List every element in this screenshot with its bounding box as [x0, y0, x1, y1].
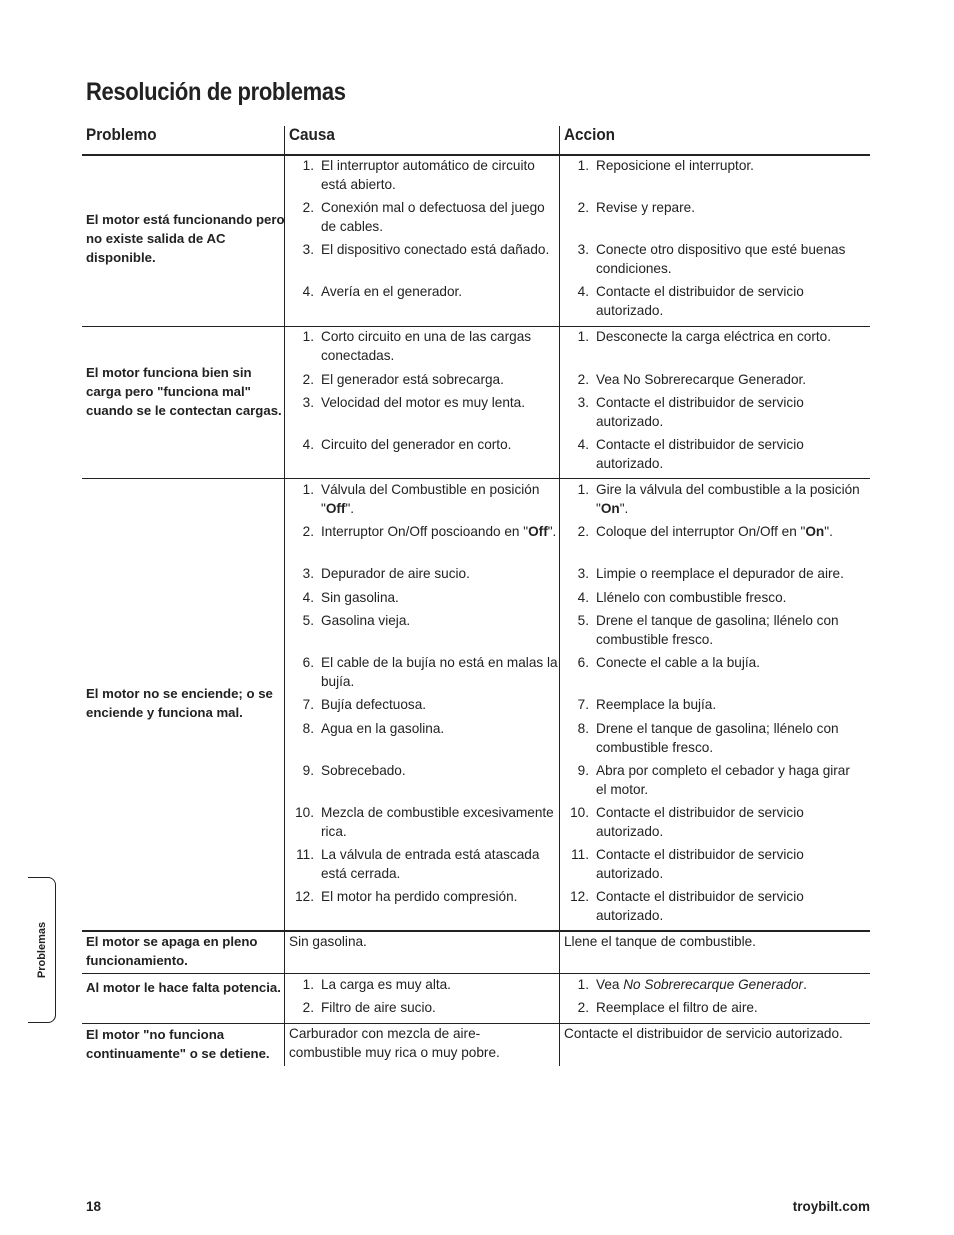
cause-cell: Carburador con mezcla de aire-combustible muy rica o muy pobre. — [289, 1026, 500, 1060]
cause-cell: Sin gasolina. — [289, 934, 367, 949]
column-divider-1 — [284, 126, 285, 1066]
cause-item: 3. Velocidad del motor es muy lenta. — [302, 395, 526, 410]
cause-item: 9. Sobrecebado. — [302, 763, 406, 778]
action-item: 4. Llénelo con combustible fresco. — [577, 590, 787, 605]
cause-item: 12. El motor ha perdido compresión. — [295, 889, 518, 904]
cause-item: 1. Corto circuito en una de las cargas conectadas. — [302, 329, 532, 363]
action-item: 2. Vea No Sobrerecarque Generador. — [577, 372, 807, 387]
cause-item: 11. La válvula de entrada está atascada está cerrada. — [296, 847, 540, 881]
cause-item: 4. Avería en el generador. — [302, 284, 463, 299]
action-item: 10. Contacte el distribuidor de servicio autorizado. — [570, 805, 804, 839]
cause-item: 5. Gasolina vieja. — [302, 613, 411, 628]
action-item: 4. Contacte el distribuidor de servicio autorizado. — [577, 284, 804, 318]
cause-item: 4. Circuito del generador en corto. — [302, 437, 512, 452]
action-item: 6. Conecte el cable a la bujía. — [577, 655, 760, 670]
action-item: 1. Reposicione el interruptor. — [577, 158, 754, 173]
cause-item: 2. Conexión mal o defectuosa del juego de cables. — [302, 200, 545, 234]
action-item: 2. Coloque del interruptor On/Off en "On". — [577, 524, 833, 539]
action-item: 8. Drene el tanque de gasolina; llénelo con combustible fresco. — [577, 721, 839, 755]
website-url: troybilt.com — [792, 1199, 870, 1214]
cause-item: 4. Sin gasolina. — [302, 590, 399, 605]
cause-item: 8. Agua en la gasolina. — [302, 721, 445, 736]
cause-item: 3. Depurador de aire sucio. — [302, 566, 470, 581]
problem-cell: El motor funciona bien sin carga pero "funciona mal" cuando se le contectan cargas. — [86, 365, 282, 418]
action-cell: Contacte el distribuidor de servicio autorizado. — [564, 1026, 843, 1041]
action-item: 11. Contacte el distribuidor de servicio autorizado. — [571, 847, 804, 881]
header-rule — [82, 154, 870, 156]
problem-cell: Al motor le hace falta potencia. — [86, 980, 281, 995]
header-action: Accion — [564, 125, 616, 144]
cause-item: 1. Válvula del Combustible en posición "Off". — [302, 482, 540, 516]
row-divider — [82, 973, 870, 974]
cause-item: 7. Bujía defectuosa. — [302, 697, 427, 712]
problem-cell: El motor se apaga en pleno funcionamiento. — [86, 934, 258, 968]
problem-cell: El motor no se enciende; o se enciende y funciona mal. — [86, 686, 273, 720]
action-item: 1. Gire la válvula del combustible a la posición "On". — [577, 482, 860, 516]
cause-item: 1. La carga es muy alta. — [302, 977, 451, 992]
row-divider — [82, 478, 870, 479]
problem-cell: El motor "no funciona continuamente" o se detiene. — [86, 1027, 270, 1061]
cause-item: 2. El generador está sobrecarga. — [302, 372, 504, 387]
action-item: 2. Reemplace el filtro de aire. — [577, 1000, 758, 1015]
cause-item: 1. El interruptor automático de circuito está abierto. — [302, 158, 535, 192]
cause-item: 6. El cable de la bujía no está en malas la bujía. — [302, 655, 558, 689]
action-item: 1. Desconecte la carga eléctrica en corto. — [577, 329, 831, 344]
action-item: 1. Vea No Sobrerecarque Generador. — [577, 977, 807, 992]
action-item: 3. Conecte otro dispositivo que esté buenas condiciones. — [577, 242, 846, 276]
page-title: Resolución de problemas — [86, 78, 346, 106]
header-problem: Problemo — [86, 125, 157, 144]
action-item: 9. Abra por completo el cebador y haga girar el motor. — [577, 763, 850, 797]
action-cell: Llene el tanque de combustible. — [564, 934, 756, 949]
cause-item: 2. Filtro de aire sucio. — [302, 1000, 436, 1015]
cause-item: 2. Interruptor On/Off poscioando en "Off". — [302, 524, 557, 539]
action-item: 2. Revise y repare. — [577, 200, 695, 215]
cause-item: 3. El dispositivo conectado está dañado. — [302, 242, 550, 257]
action-item: 7. Reemplace la bujía. — [577, 697, 717, 712]
action-item: 12. Contacte el distribuidor de servicio autorizado. — [570, 889, 804, 923]
action-item: 4. Contacte el distribuidor de servicio autorizado. — [577, 437, 804, 471]
page-number: 18 — [86, 1199, 102, 1214]
action-item: 3. Limpie o reemplace el depurador de aire. — [577, 566, 844, 581]
row-divider — [82, 1023, 870, 1024]
cause-item: 10. Mezcla de combustible excesivamente rica. — [295, 805, 554, 839]
header-cause: Causa — [289, 125, 335, 144]
row-divider — [82, 326, 870, 327]
action-item: 3. Contacte el distribuidor de servicio autorizado. — [577, 395, 804, 429]
section-side-tab — [28, 877, 56, 1023]
problem-cell: El motor está funcionando pero no existe salida de AC disponible. — [86, 212, 285, 265]
side-tab-label: Problemas — [35, 921, 48, 979]
action-item: 5. Drene el tanque de gasolina; llénelo con combustible fresco. — [577, 613, 839, 647]
